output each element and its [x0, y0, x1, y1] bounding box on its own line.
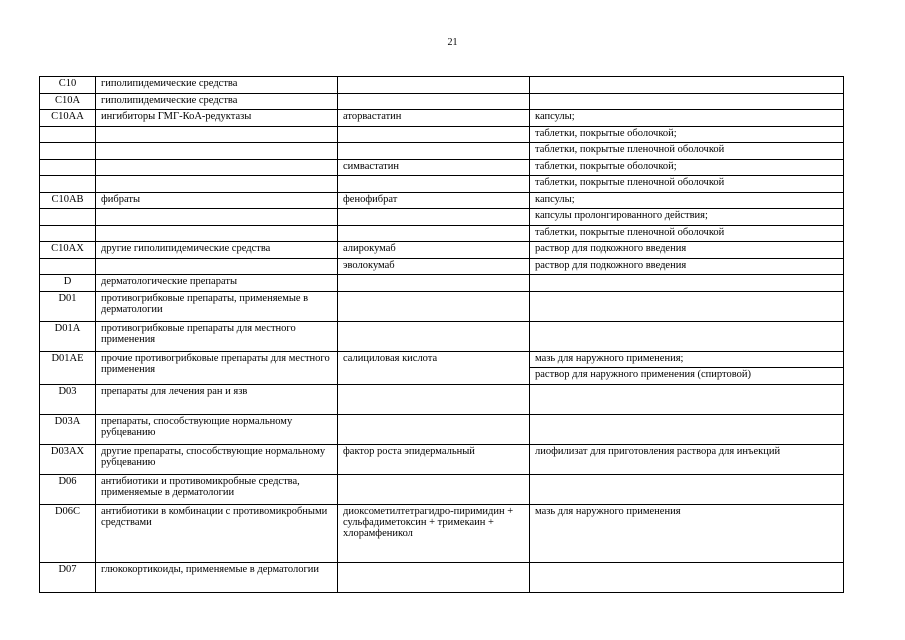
- atc-code-cell: D01AE: [40, 351, 96, 384]
- substance-cell: салициловая кислота: [338, 351, 530, 384]
- substance-cell: [338, 414, 530, 444]
- table-row: [40, 225, 844, 242]
- substance-cell: [338, 562, 530, 592]
- group-name-cell: антибиотики и противомикробные средства, применяемые в дерматологии: [96, 474, 338, 504]
- atc-code-cell: D07: [40, 562, 96, 592]
- drug-classification-table: [39, 76, 844, 593]
- substance-cell: [338, 474, 530, 504]
- table-row: [40, 275, 844, 292]
- table-row: [40, 159, 844, 176]
- dosage-form-cell: таблетки, покрытые пленочной оболочкой: [530, 176, 844, 193]
- group-name-cell: прочие противогрибковые препараты для местного применения: [96, 351, 338, 384]
- atc-code-cell: C10AA: [40, 110, 96, 127]
- substance-cell: алирокумаб: [338, 242, 530, 259]
- atc-code-cell: D01A: [40, 321, 96, 351]
- group-name-cell: [96, 126, 338, 143]
- group-name-cell: фибраты: [96, 192, 338, 209]
- dosage-form-cell: [530, 275, 844, 292]
- dosage-form-cell: [530, 384, 844, 414]
- atc-code-cell: D: [40, 275, 96, 292]
- atc-code-cell: D06C: [40, 504, 96, 562]
- atc-code-cell: [40, 258, 96, 275]
- table-row: [40, 444, 844, 474]
- table-row: [40, 291, 844, 321]
- substance-cell: фенофибрат: [338, 192, 530, 209]
- atc-code-cell: D03A: [40, 414, 96, 444]
- group-name-cell: препараты, способствующие нормальному рубцеванию: [96, 414, 338, 444]
- dosage-form-cell: таблетки, покрытые оболочкой;: [530, 159, 844, 176]
- table-row: [40, 77, 844, 94]
- dosage-form-cell: таблетки, покрытые пленочной оболочкой: [530, 225, 844, 242]
- dosage-form-cell: таблетки, покрытые оболочкой;: [530, 126, 844, 143]
- table-row: [40, 384, 844, 414]
- atc-code-cell: C10: [40, 77, 96, 94]
- substance-cell: симвастатин: [338, 159, 530, 176]
- atc-code-cell: [40, 225, 96, 242]
- dosage-form-cell: таблетки, покрытые пленочной оболочкой: [530, 143, 844, 160]
- dosage-form-cell: раствор для наружного применения (спиртовой): [530, 368, 844, 385]
- group-name-cell: [96, 143, 338, 160]
- substance-cell: [338, 225, 530, 242]
- table-row: [40, 192, 844, 209]
- group-name-cell: другие препараты, способствующие нормальному рубцеванию: [96, 444, 338, 474]
- dosage-form-cell: [530, 291, 844, 321]
- table-row: [40, 143, 844, 160]
- dosage-form-cell: [530, 414, 844, 444]
- table-row: [40, 504, 844, 562]
- group-name-cell: препараты для лечения ран и язв: [96, 384, 338, 414]
- group-name-cell: гиполипидемические средства: [96, 77, 338, 94]
- atc-code-cell: D03AX: [40, 444, 96, 474]
- atc-code-cell: C10AB: [40, 192, 96, 209]
- substance-cell: [338, 143, 530, 160]
- table-row: [40, 258, 844, 275]
- group-name-cell: [96, 176, 338, 193]
- substance-cell: фактор роста эпидермальный: [338, 444, 530, 474]
- table-row: [40, 562, 844, 592]
- group-name-cell: другие гиполипидемические средства: [96, 242, 338, 259]
- table-row: [40, 176, 844, 193]
- dosage-form-cell: [530, 562, 844, 592]
- substance-cell: [338, 209, 530, 226]
- dosage-form-cell: раствор для подкожного введения: [530, 242, 844, 259]
- group-name-cell: [96, 258, 338, 275]
- table-row: [40, 93, 844, 110]
- dosage-form-cell: [530, 77, 844, 94]
- table-row: [40, 414, 844, 444]
- substance-cell: [338, 176, 530, 193]
- group-name-cell: противогрибковые препараты, применяемые в дерматологии: [96, 291, 338, 321]
- dosage-form-cell: лиофилизат для приготовления раствора для инъекций: [530, 444, 844, 474]
- atc-code-cell: D01: [40, 291, 96, 321]
- dosage-form-cell: [530, 474, 844, 504]
- group-name-cell: противогрибковые препараты для местного применения: [96, 321, 338, 351]
- group-name-cell: ингибиторы ГМГ-КоА-редуктазы: [96, 110, 338, 127]
- group-name-cell: антибиотики в комбинации с противомикробными средствами: [96, 504, 338, 562]
- table-row: [40, 321, 844, 351]
- substance-cell: эволокумаб: [338, 258, 530, 275]
- atc-code-cell: [40, 143, 96, 160]
- atc-code-cell: [40, 159, 96, 176]
- atc-code-cell: [40, 176, 96, 193]
- substance-cell: [338, 77, 530, 94]
- substance-cell: аторвастатин: [338, 110, 530, 127]
- atc-code-cell: D03: [40, 384, 96, 414]
- group-name-cell: [96, 209, 338, 226]
- dosage-form-cell: капсулы;: [530, 192, 844, 209]
- dosage-form-cell: мазь для наружного применения: [530, 504, 844, 562]
- group-name-cell: [96, 225, 338, 242]
- table-row: [40, 110, 844, 127]
- atc-code-cell: D06: [40, 474, 96, 504]
- dosage-form-cell: мазь для наружного применения;: [530, 351, 844, 368]
- dosage-form-cell: капсулы;: [530, 110, 844, 127]
- dosage-form-cell: [530, 93, 844, 110]
- substance-cell: [338, 291, 530, 321]
- group-name-cell: гиполипидемические средства: [96, 93, 338, 110]
- table-row: [40, 242, 844, 259]
- dosage-form-cell: капсулы пролонгированного действия;: [530, 209, 844, 226]
- page-number: 21: [447, 37, 458, 48]
- dosage-form-cell: раствор для подкожного введения: [530, 258, 844, 275]
- atc-code-cell: [40, 209, 96, 226]
- atc-code-cell: [40, 126, 96, 143]
- group-name-cell: [96, 159, 338, 176]
- group-name-cell: глюкокортикоиды, применяемые в дерматологии: [96, 562, 338, 592]
- table-row: [40, 351, 844, 368]
- substance-cell: [338, 321, 530, 351]
- substance-cell: [338, 384, 530, 414]
- table-row: [40, 209, 844, 226]
- atc-code-cell: C10AX: [40, 242, 96, 259]
- substance-cell: [338, 126, 530, 143]
- substance-cell: [338, 93, 530, 110]
- atc-code-cell: C10A: [40, 93, 96, 110]
- group-name-cell: дерматологические препараты: [96, 275, 338, 292]
- substance-cell: диоксометилтетрагидро-пиримидин + сульфадиметоксин + тримекаин + хлорамфеникол: [338, 504, 530, 562]
- substance-cell: [338, 275, 530, 292]
- table-row: [40, 126, 844, 143]
- table-row: [40, 474, 844, 504]
- dosage-form-cell: [530, 321, 844, 351]
